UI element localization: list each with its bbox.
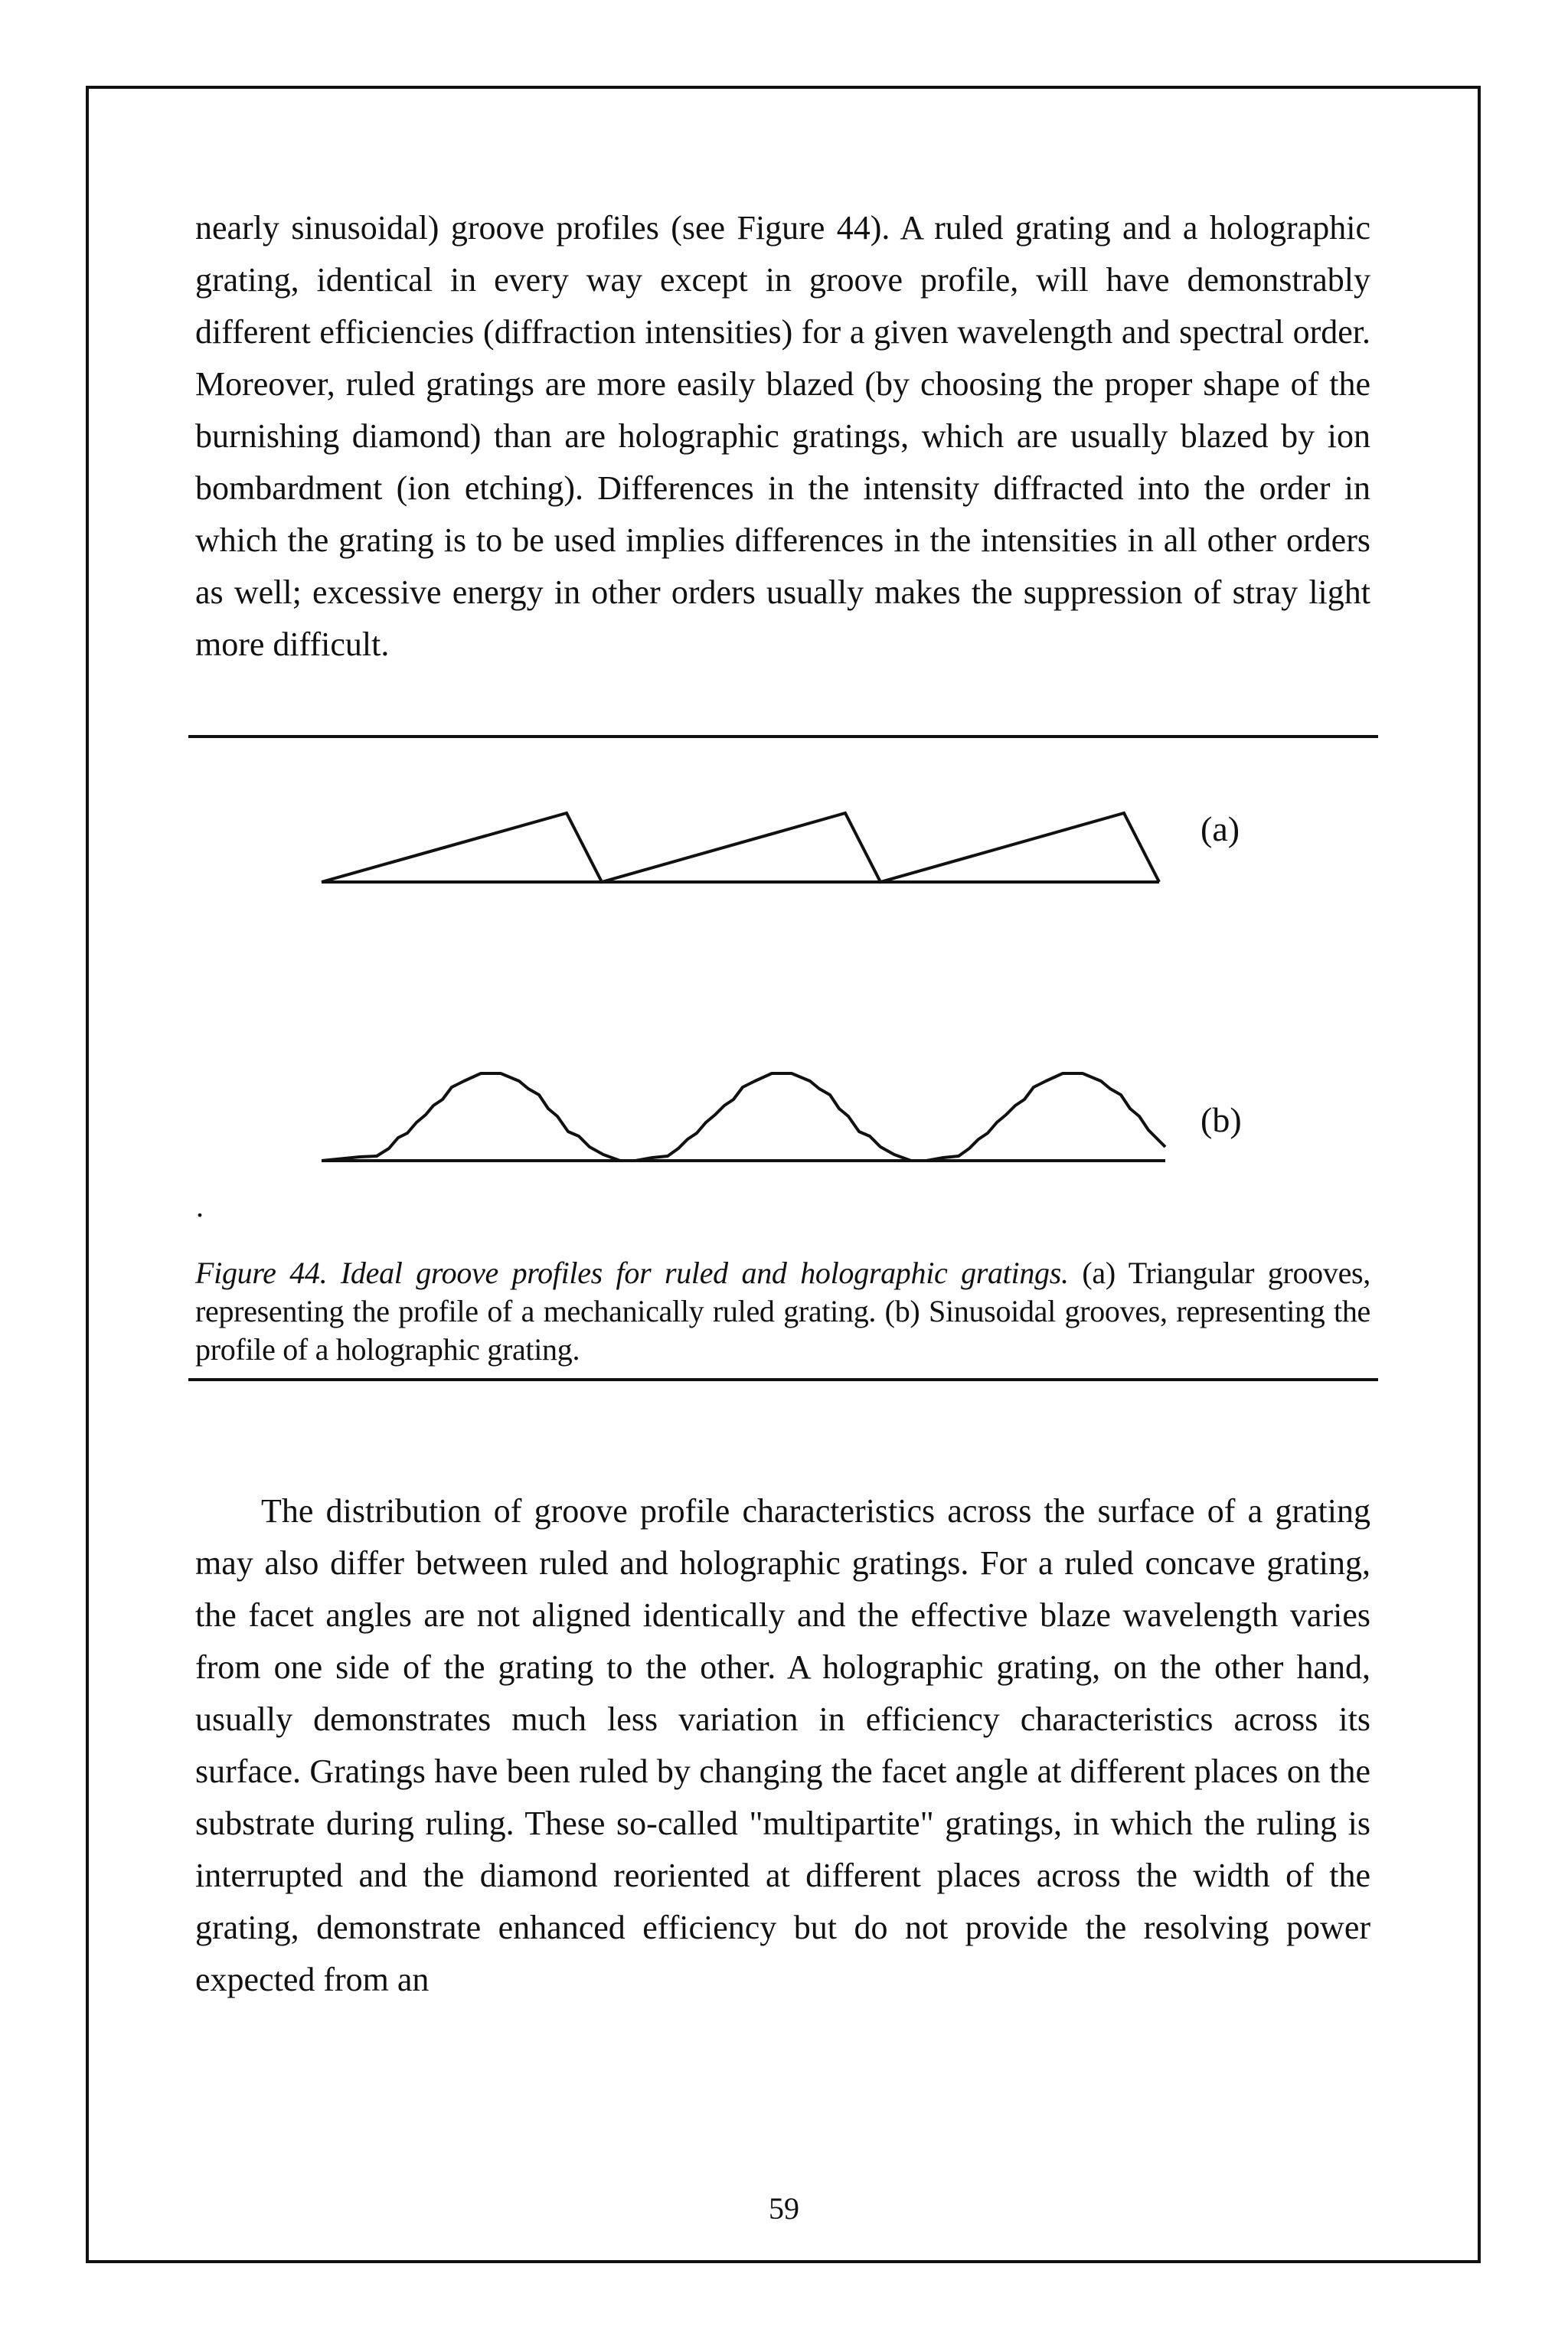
triangular-grooves (322, 813, 1159, 882)
figure-bottom-rule (188, 1378, 1378, 1381)
figure-label-a: (a) (1200, 809, 1240, 848)
sinusoidal-groove-profile (322, 1073, 1165, 1161)
page-number: 59 (769, 2191, 799, 2226)
figure-label-b: (b) (1200, 1100, 1242, 1139)
sinusoidal-grooves (322, 1073, 1165, 1161)
figure-caption (195, 1254, 1370, 1369)
body-paragraph-bottom: The distribution of groove profile characteristics across the surface of a grating may also differ between ruled and holographic gratings. For a ruled concave grating, the facet angles are not aligned identically and the effective blaze wavelength varies from one side of the grating to the other. A holographic grating, on the other hand, usually demonstrates much less variation in efficiency characteristics across its surface. Gratings have been ruled by changing the facet angle at different places on the substrate during ruling. These so-called "multipartite" gratings, in which the ruling is interrupted and the diamond reoriented at different places across the width of the grating, demonstrate enhanced efficiency but do not provide the resolving power expected from an (195, 1492, 1370, 1998)
figure-caption-body: (a) Triangular grooves, representing the profile of a mechanically ruled grating. (b) Sinusoidal grooves, representing the profile of a holographic grating. (195, 1256, 1370, 1367)
figure-caption-title: Figure 44. Ideal groove profiles for ruled and holographic gratings. (195, 1256, 1069, 1290)
body-paragraph-top: nearly sinusoidal) groove profiles (see Figure 44). A ruled grating and a holographic grating, identical in every way except in groove profile, will have demonstrably different efficiencies (diffraction intensities) for a given wavelength and spectral order. Moreover, ruled gratings are more easily blazed (by choosing the proper shape of the burnishing diamond) than are holographic gratings, which are usually blazed by ion bombardment (ion etching). Differences in the intensity diffracted into the order in which the grating is to be used implies differences in the intensities in all other orders as well; excessive energy in other orders usually makes the suppression of stray light more difficult. (195, 209, 1370, 663)
triangular-groove-profile (322, 813, 1159, 882)
stray-dot: . (196, 1189, 204, 1223)
